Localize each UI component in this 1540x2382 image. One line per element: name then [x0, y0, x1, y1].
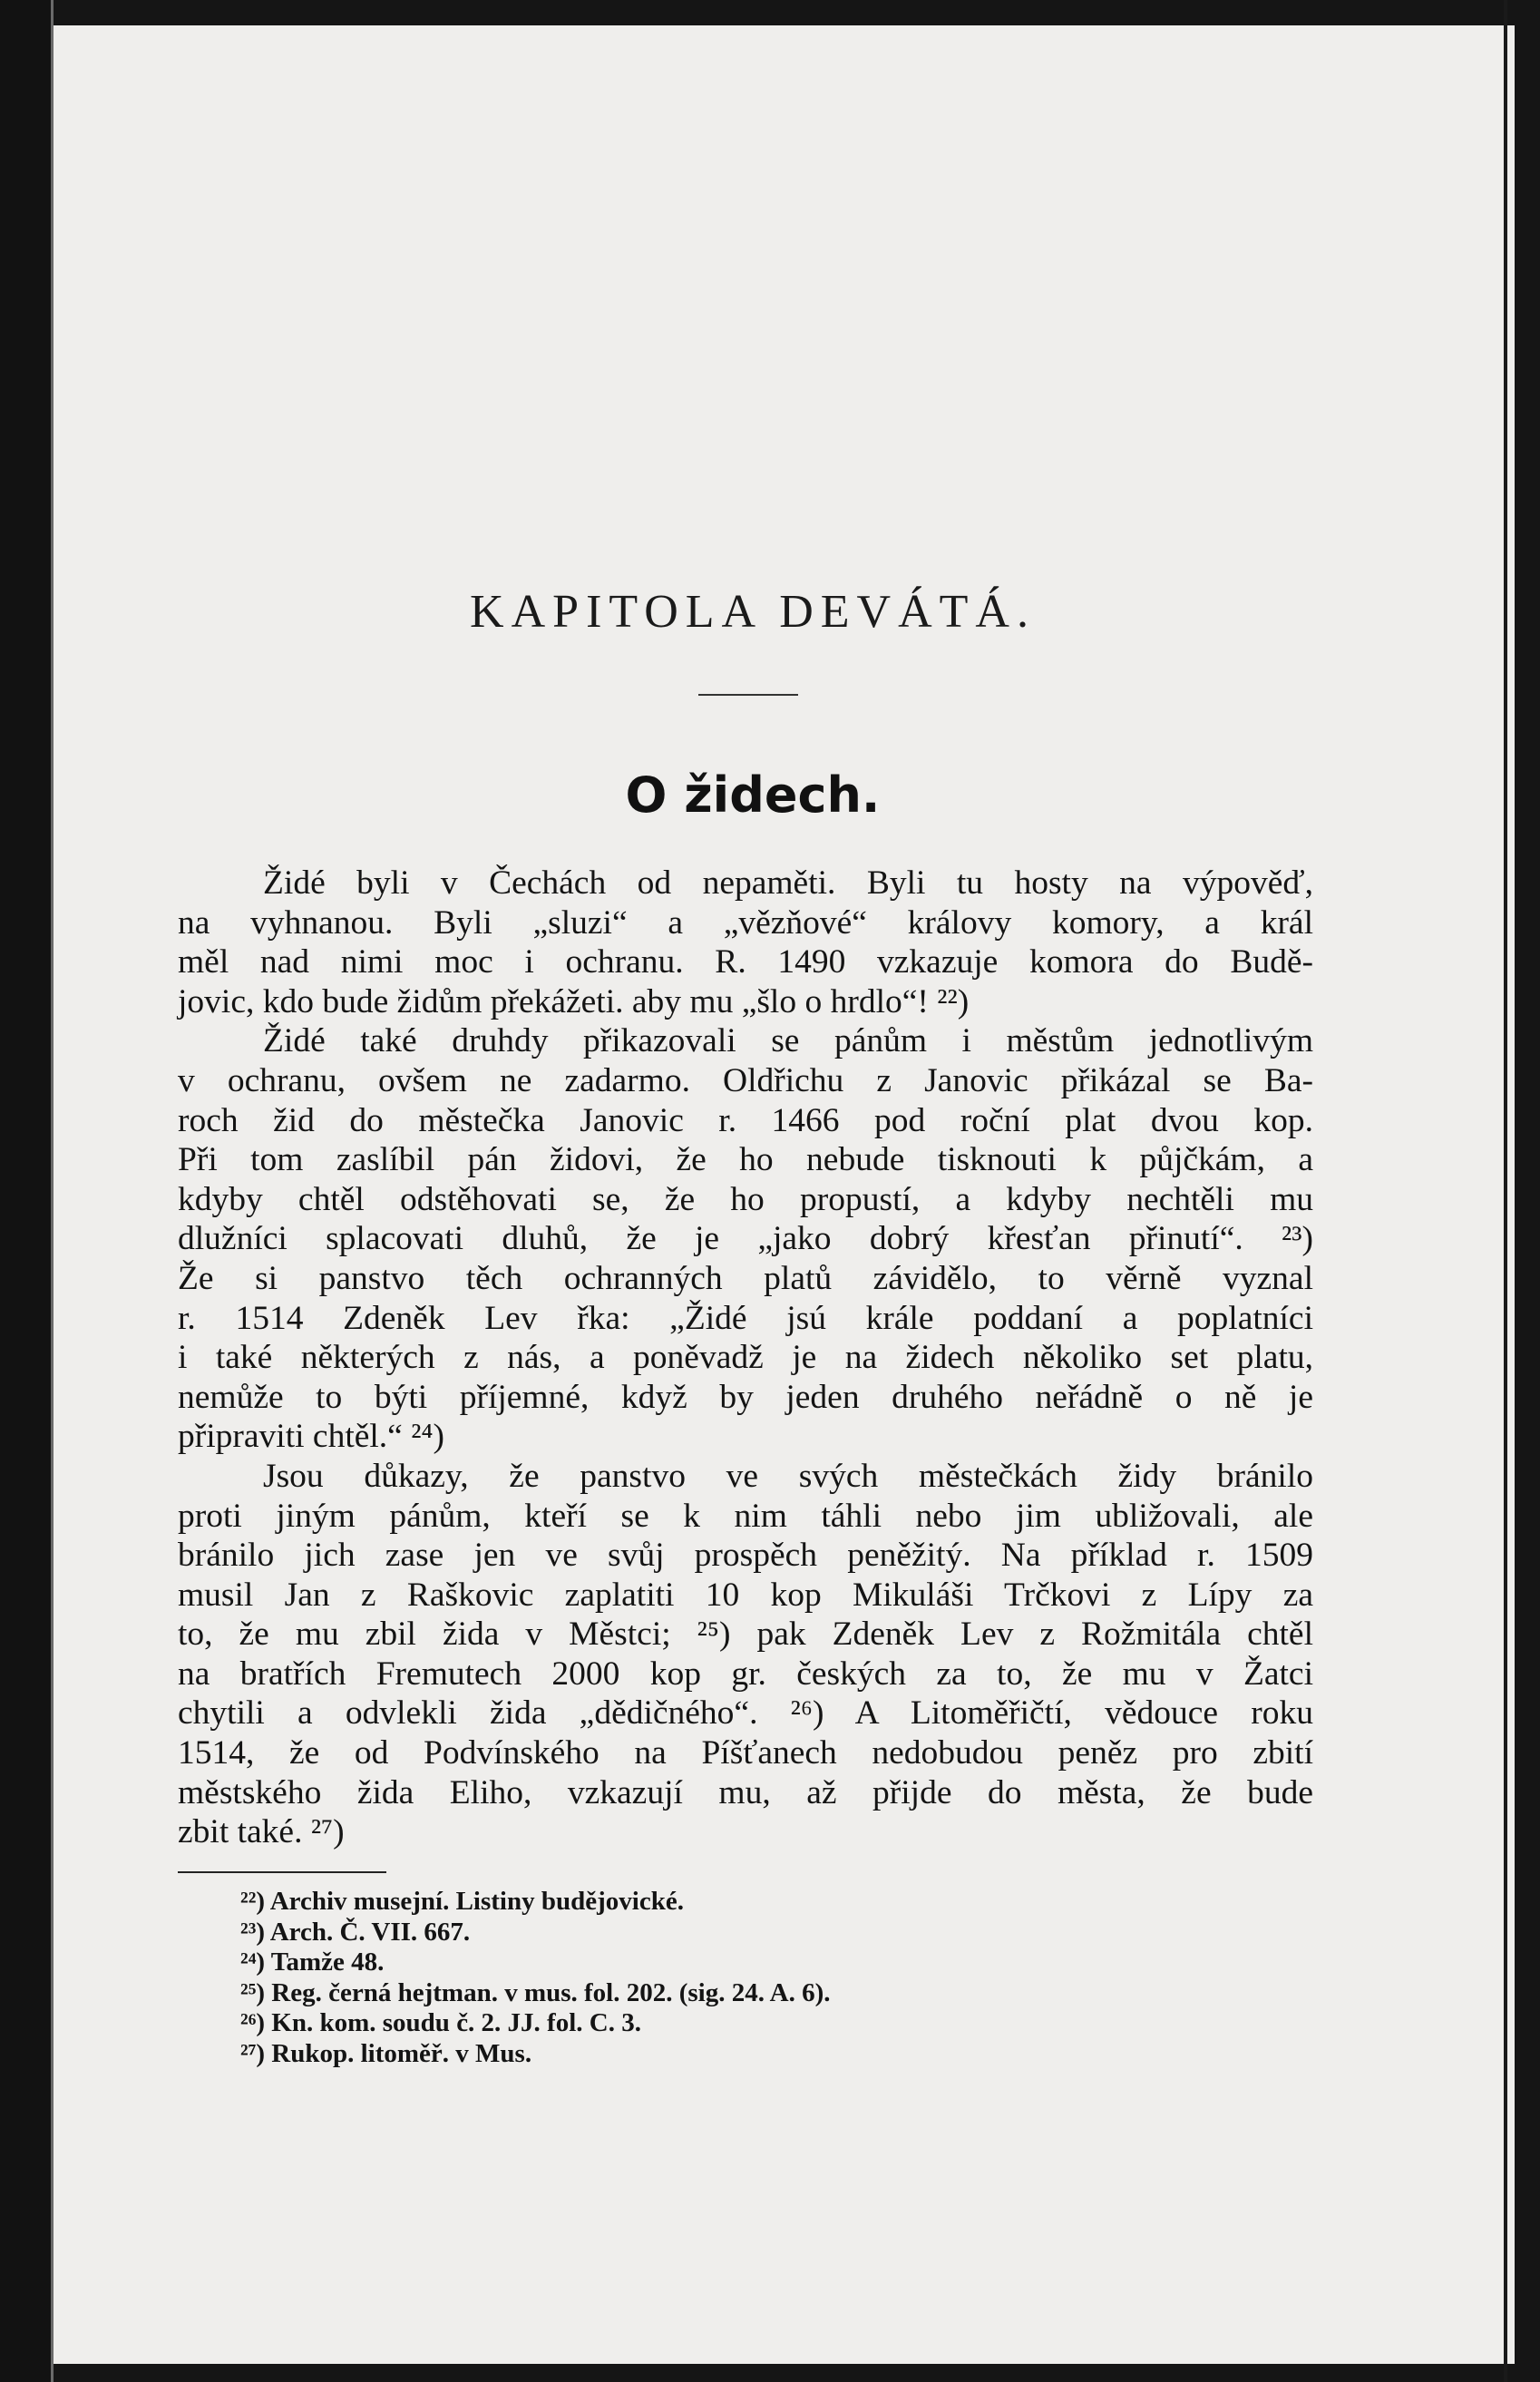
footnote-text: Reg. černá hejtman. v mus. fol. 202. (sig. 24. A. 6). — [271, 1977, 831, 2007]
text-line: na bratřích Fremutech 2000 kop gr. českých za to, že mu v Žatci — [178, 1655, 1313, 1693]
text-line: kdyby chtěl odstěhovati se, že ho propustí, a kdyby nechtěli mu — [178, 1180, 1313, 1218]
footnote — [240, 1887, 831, 1918]
footnote — [240, 2039, 831, 2070]
text-line: jovic, kdo bude židům překážeti. aby mu „šlo o hrdlo“! ²²) — [178, 982, 970, 1020]
text-line: Židé také druhdy přikazovali se pánům i městům jednotlivým — [263, 1022, 1313, 1060]
text-line: připraviti chtěl.“ ²⁴) — [178, 1418, 444, 1456]
text-line: r. 1514 Zdeněk Lev řka: „Židé jsú krále poddaní a poplatníci — [178, 1299, 1313, 1337]
text-line: i také některých z nás, a poněvadž je na židech několiko set platu, — [178, 1339, 1313, 1377]
chapter-heading: KAPITOLA DEVÁTÁ. — [470, 586, 1036, 638]
scan-left-edge — [0, 0, 51, 2382]
text-line: zbit také. ²⁷) — [178, 1813, 345, 1851]
text-line: městského žida Eliho, vzkazují mu, až přijde do města, že bude — [178, 1773, 1313, 1811]
footnote — [240, 2008, 831, 2039]
text-line: Při tom zaslíbil pán židovi, že ho nebude tisknouti k půjčkám, a — [178, 1141, 1313, 1179]
footnote-mark: ²³) — [240, 1917, 266, 1947]
text-line: bránilo jich zase jen ve svůj prospěch peněžitý. Na příklad r. 1509 — [178, 1537, 1313, 1575]
footnote-text: Arch. Č. VII. 667. — [269, 1917, 471, 1947]
text-line: to, že mu zbil žida v Městci; ²⁵) pak Zdeněk Lev z Rožmitála chtěl — [178, 1616, 1313, 1654]
section-title: O židech. — [625, 766, 881, 824]
footnote-text: Archiv musejní. Listiny budějovické. — [269, 1887, 684, 1916]
text-line: musil Jan z Raškovic zaplatiti 10 kop Mikuláši Trčkovi z Lípy za — [178, 1576, 1313, 1614]
heading-divider — [698, 694, 798, 696]
footnote-text: Tamže 48. — [270, 1948, 385, 1977]
text-line: nemůže to býti příjemné, když by jeden druhého neřádně o ně je — [178, 1378, 1313, 1416]
footnote-divider — [178, 1871, 386, 1873]
text-line: proti jiným pánům, kteří se k nim táhli nebo jim ubližovali, ale — [178, 1497, 1313, 1535]
footnote — [240, 1948, 831, 1978]
text-line: Jsou důkazy, že panstvo ve svých městečkách židy bránilo — [263, 1457, 1313, 1495]
text-line: roch žid do městečka Janovic r. 1466 pod roční plat dvou kop. — [178, 1101, 1313, 1139]
footnote-mark: ²⁶) — [240, 2008, 266, 2037]
text-line: chytili a odvlekli žida „dědičného“. ²⁶) A Litoměřičtí, vědouce roku — [178, 1694, 1313, 1733]
paragraph — [178, 1021, 1313, 1457]
footnote-mark: ²⁷) — [240, 2038, 266, 2068]
text-line: dlužníci splacovati dluhů, že je „jako dobrý křesťan přinutí“. ²³) — [178, 1220, 1313, 1258]
paragraph — [178, 1457, 1313, 1852]
footnote — [240, 1978, 831, 2009]
body-text — [178, 864, 1313, 1852]
text-line: měl nad nimi moc i ochranu. R. 1490 vzkazuje komora do Budě- — [178, 943, 1313, 981]
page-gutter-edge — [51, 0, 54, 2382]
text-line: Že si panstvo těch ochranných platů závidělo, to věrně vyznal — [178, 1259, 1313, 1297]
text-line: Židé byli v Čechách od nepaměti. Byli tu hosty na výpověď, — [263, 864, 1313, 902]
footnote-text: Rukop. litoměř. v Mus. — [271, 2038, 532, 2068]
footnote — [240, 1918, 831, 1948]
footnote-text: Kn. kom. soudu č. 2. JJ. fol. C. 3. — [271, 2008, 641, 2037]
text-line: 1514, že od Podvínského na Píšťanech nedobudou peněz pro zbití — [178, 1734, 1313, 1772]
text-line: na vyhnanou. Byli „sluzi“ a „vězňové“ královy komory, a král — [178, 903, 1313, 942]
footnote-mark: ²⁵) — [240, 1977, 266, 2007]
footnotes — [240, 1887, 831, 2069]
footnote-mark: ²²) — [240, 1887, 266, 1916]
footnote-mark: ²⁴) — [240, 1948, 266, 1977]
paragraph — [178, 864, 1313, 1021]
scan-right-edge — [1504, 0, 1507, 2382]
text-line: v ochranu, ovšem ne zadarmo. Oldřichu z Janovic přikázal se Ba- — [178, 1061, 1313, 1099]
